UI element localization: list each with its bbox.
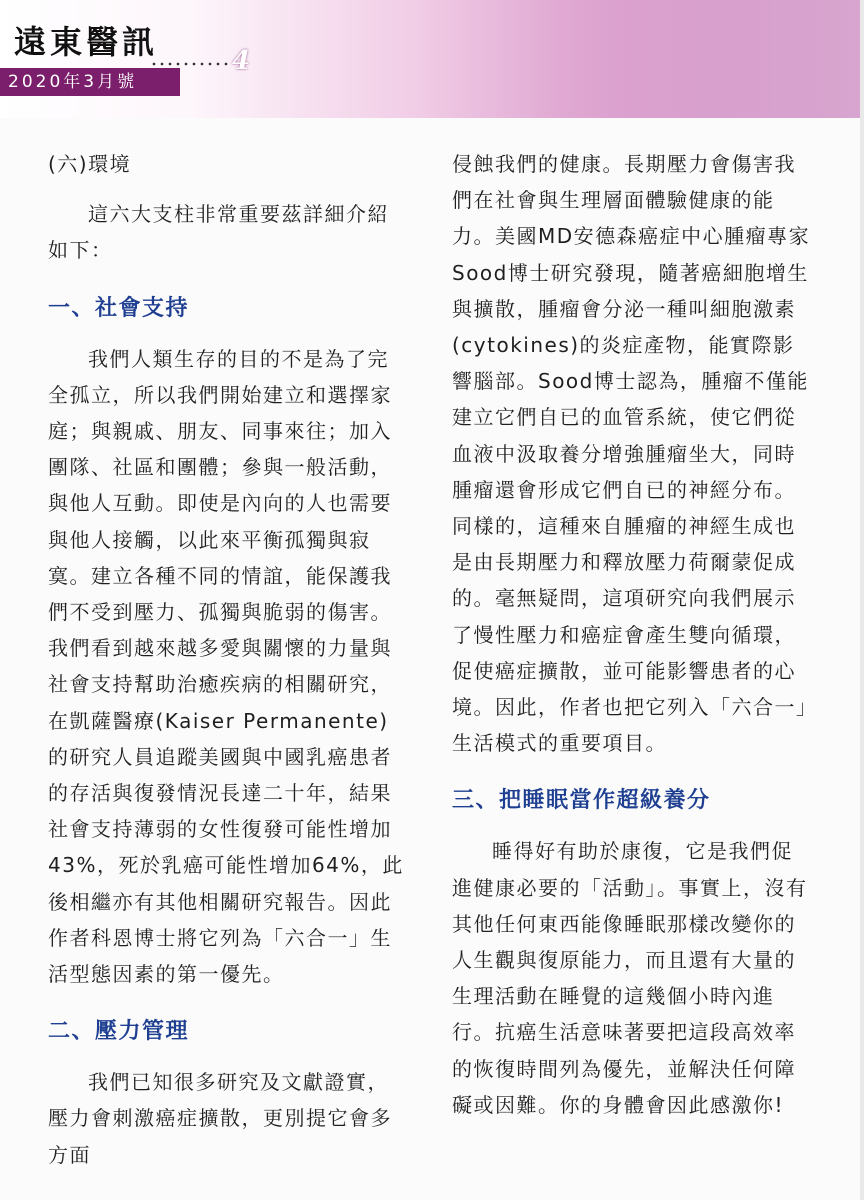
page-edge [860, 0, 864, 1200]
intro-paragraph: 這六大支柱非常重要茲詳細介紹如下： [48, 202, 389, 263]
dotted-rule [150, 62, 230, 66]
list-item-environment: (六)環境 [48, 152, 132, 176]
section-heading-sleep: 三、把睡眠當作超級養分 [452, 788, 711, 814]
header-gradient [564, 0, 864, 118]
sleep-paragraph: 睡得好有助於康復，它是我們促進健康必要的「活動」。事實上，沒有其他任何東西能像睡眠那樣改變你的人生觀與復原能力，而且還有大量的生理活動在睡覺的這幾個小時內進行。抗癌生活意味著要把這段高效率的恢復時間列為優先，並解決任何障礙或因難。你的身體會因此感激你! [452, 839, 808, 1117]
section-heading-social-support: 一、社會支持 [48, 295, 190, 321]
issue-band [0, 68, 180, 96]
left-column [48, 146, 408, 1173]
issue-date: 2020年3月號 [8, 72, 138, 92]
right-column [452, 146, 814, 1123]
section-heading-stress-management: 二、壓力管理 [48, 1019, 190, 1045]
stress-paragraph-continued: 侵蝕我們的健康。長期壓力會傷害我們在社會與生理層面體驗健康的能力。美國MD安德森癌症中心腫瘤專家Sood博士研究發現，隨著癌細胞增生與擴散，腫瘤會分泌一種叫細胞激素(cytokines)的炎症產物，能實際影響腦部。Sood博士認為，腫瘤不僅能建立它們自已的血管系統，使它們從血液中汲取養分增強腫瘤坐大，同時腫瘤還會形成它們自已的神經分布。同樣的，這種來自腫瘤的神經生成也是由長期壓力和釋放壓力荷爾蒙促成的。毫無疑問，這項研究向我們展示了慢性壓力和癌症會產生雙向循環，促使癌症擴散，並可能影響患者的心境。因此，作者也把它列入「六合一」生活模式的重要項目。 [452, 152, 811, 756]
stress-paragraph-start: 我們已知很多研究及文獻證實，壓力會刺激癌症擴散，更別提它會多方面 [48, 1070, 392, 1167]
magazine-title: 遠東醫訊 [14, 23, 159, 61]
page-number: 4 [232, 46, 251, 76]
social-support-paragraph: 我們人類生存的目的不是為了完全孤立，所以我們開始建立和選擇家庭；與親戚、朋友、同事來往；加入團隊、社區和團體；參與一般活動，與他人互動。即使是內向的人也需要與他人接觸，以此來平衡孤獨與寂寞。建立各種不同的情誼，能保護我們不受到壓力、孤獨與脆弱的傷害。我們看到越來越多愛與關懷的力量與社會支持幫助治癒疾病的相關研究，在凱薩醫療(Kaiser Permanente)的研究人員追蹤美國與中國乳癌患者的存活與復發情況長達二十年，結果社會支持薄弱的女性復發可能性增加43%，死於乳癌可能性增加64%，此後相繼亦有其他相關研究報告。因此作者科恩博士將它列為「六合一」生活型態因素的第一優先。 [48, 346, 404, 987]
page-header [0, 0, 864, 118]
